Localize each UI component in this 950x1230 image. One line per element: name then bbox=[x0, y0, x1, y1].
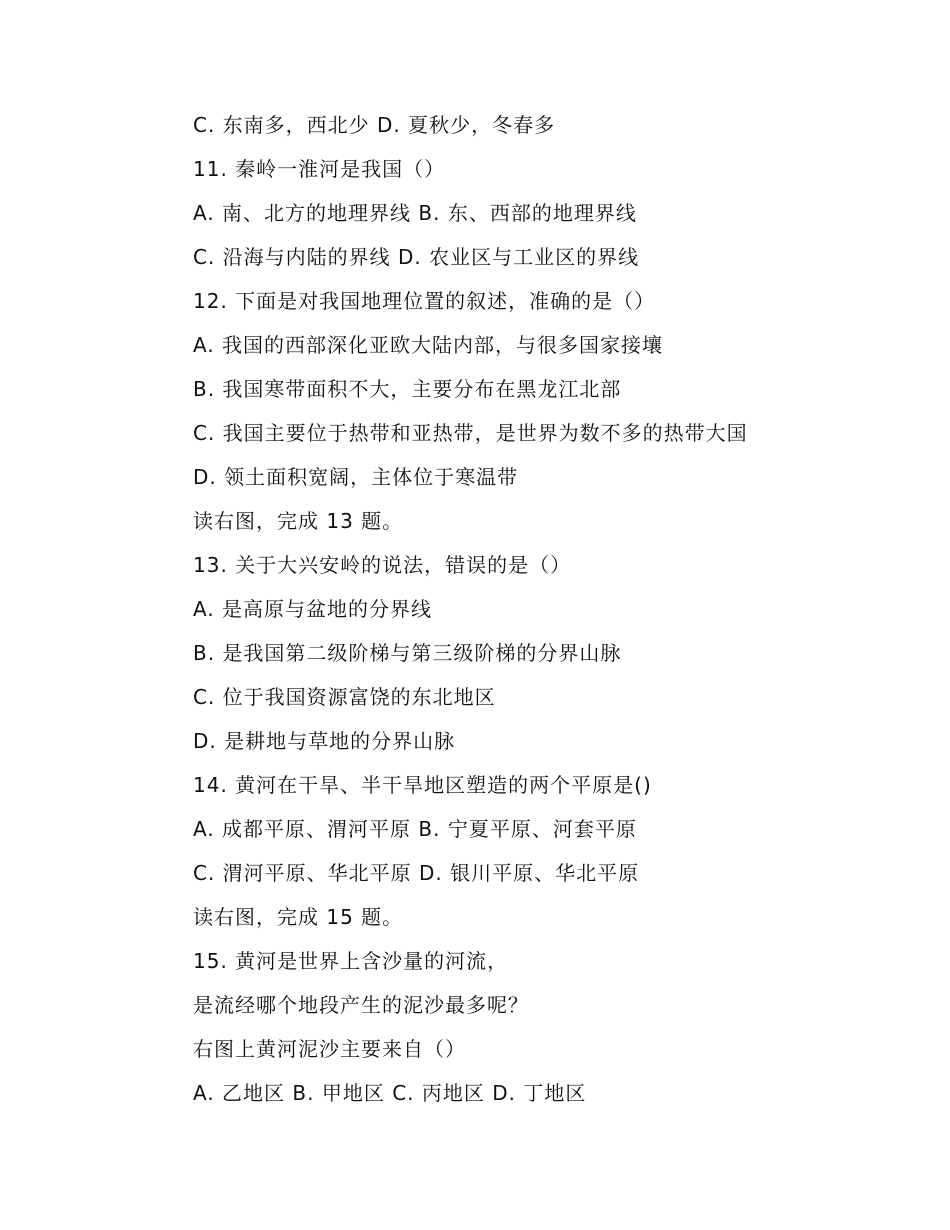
answer-option-13-a: A. 是高原与盆地的分界线 bbox=[193, 597, 433, 621]
answer-options-14-cd: C. 渭河平原、华北平原 D. 银川平原、华北平原 bbox=[193, 861, 640, 885]
question-12: 12. 下面是对我国地理位置的叙述，准确的是（） bbox=[193, 289, 656, 313]
question-13: 13. 关于大兴安岭的说法，错误的是（） bbox=[193, 553, 572, 577]
answer-options-10-cd: C. 东南多，西北少 D. 夏秋少，冬春多 bbox=[193, 113, 556, 137]
question-11: 11. 秦岭一淮河是我国（） bbox=[193, 157, 446, 181]
answer-option-12-a: A. 我国的西部深化亚欧大陆内部，与很多国家接壤 bbox=[193, 333, 664, 357]
document-page bbox=[193, 105, 893, 1117]
answer-options-14-ab: A. 成都平原、渭河平原 B. 宁夏平原、河套平原 bbox=[193, 817, 637, 841]
question-15-part1: 15. 黄河是世界上含沙量的河流， bbox=[193, 949, 509, 973]
question-15-part3: 右图上黄河泥沙主要来自（） bbox=[193, 1037, 466, 1061]
answer-options-11-ab: A. 南、北方的地理界线 B. 东、西部的地理界线 bbox=[193, 201, 637, 225]
question-15-part2: 是流经哪个地段产生的泥沙最多呢？ bbox=[193, 993, 529, 1017]
answer-option-13-b: B. 是我国第二级阶梯与第三级阶梯的分界山脉 bbox=[193, 641, 622, 665]
answer-option-12-d: D. 领土面积宽阔，主体位于寒温带 bbox=[193, 465, 519, 489]
answer-option-13-c: C. 位于我国资源富饶的东北地区 bbox=[193, 685, 496, 709]
answer-option-12-c: C. 我国主要位于热带和亚热带，是世界为数不多的热带大国 bbox=[193, 421, 748, 445]
instruction-15: 读右图，完成 15 题。 bbox=[193, 905, 404, 929]
answer-option-12-b: B. 我国寒带面积不大，主要分布在黑龙江北部 bbox=[193, 377, 622, 401]
answer-options-15: A. 乙地区 B. 甲地区 C. 丙地区 D. 丁地区 bbox=[193, 1081, 587, 1105]
instruction-13: 读右图，完成 13 题。 bbox=[193, 509, 404, 533]
question-14: 14. 黄河在干旱、半干旱地区塑造的两个平原是() bbox=[193, 773, 652, 797]
answer-options-11-cd: C. 沿海与内陆的界线 D. 农业区与工业区的界线 bbox=[193, 245, 640, 269]
answer-option-13-d: D. 是耕地与草地的分界山脉 bbox=[193, 729, 456, 753]
